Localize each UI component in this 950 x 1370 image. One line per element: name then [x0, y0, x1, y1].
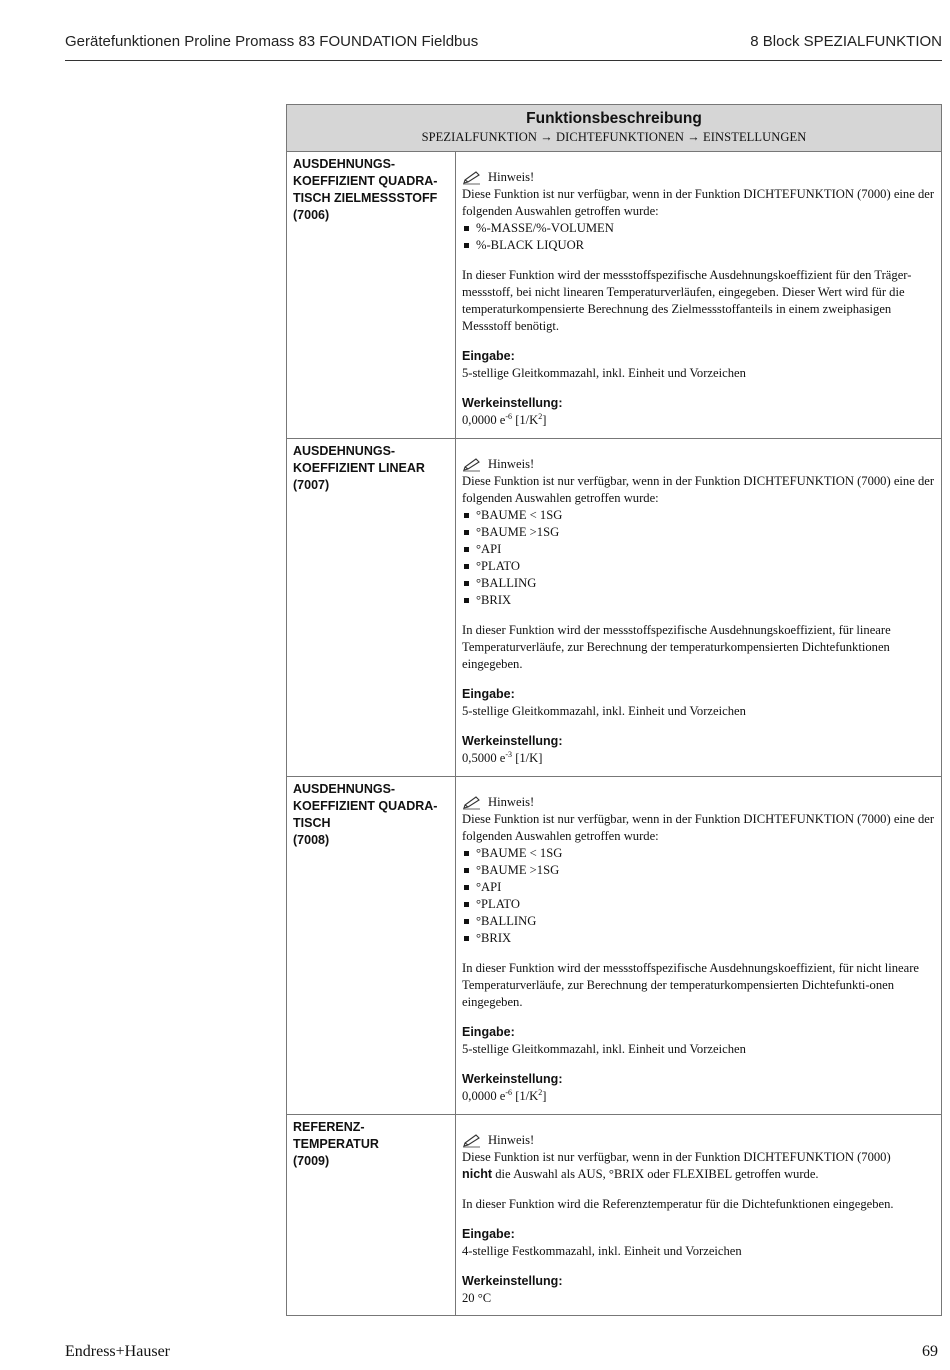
hint-label: Hinweis! [488, 795, 535, 809]
description-text: In dieser Funktion wird der messstoffspezifische Ausdehnungskoeffizient für den Träger-messstoff, bei nicht linearen Temperaturverläufen, eingegeben. Dieser Wert wird für die temperaturkompensierte Berechnung des Zielmessstoffanteils in einem zweiphasigen Messstoff benötigt. [462, 268, 912, 333]
list-item: °BAUME < 1SG [462, 845, 935, 862]
table-breadcrumb: SPEZIALFUNKTION → DICHTEFUNKTIONEN → EINSTELLUNGEN [421, 130, 807, 144]
default-label: Werkeinstellung: [462, 734, 563, 748]
list-item: %-MASSE/%-VOLUMEN [462, 220, 935, 237]
function-name-line: AUSDEHNUNGS- [293, 782, 396, 796]
function-name-line: REFERENZ- [293, 1120, 365, 1134]
table-row [287, 439, 942, 777]
list-item: °API [462, 879, 935, 896]
table-title: Funktionsbeschreibung [526, 110, 702, 127]
function-name-line: KOEFFIZIENT LINEAR [293, 461, 425, 475]
hint-text: Diese Funktion ist nur verfügbar, wenn in der Funktion DICHTEFUNKTION (7000) eine der folgenden Auswahlen getroffen wurde: [462, 474, 935, 505]
pencil-note-icon [462, 796, 482, 810]
input-label: Eingabe: [462, 1227, 515, 1241]
default-label: Werkeinstellung: [462, 396, 563, 410]
default-value: 20 °C [462, 1291, 492, 1305]
table-row [287, 152, 942, 439]
list-item: °BRIX [462, 592, 935, 609]
list-item: °PLATO [462, 558, 935, 575]
function-name-line: AUSDEHNUNGS- [293, 157, 396, 171]
function-code: (7009) [293, 1154, 330, 1168]
input-value: 5-stellige Gleitkommazahl, inkl. Einheit und Vorzeichen [462, 704, 746, 718]
input-value: 4-stellige Festkommazahl, inkl. Einheit und Vorzeichen [462, 1244, 742, 1258]
function-name [287, 152, 456, 439]
function-description [456, 1115, 942, 1316]
function-name-line: TISCH ZIELMESSSTOFF [293, 191, 438, 205]
list-item: %-BLACK LIQUOR [462, 237, 935, 254]
list-item: °API [462, 541, 935, 558]
table-header [287, 105, 942, 152]
header-rule [65, 60, 942, 61]
page-number: 69 [922, 1343, 938, 1360]
input-label: Eingabe: [462, 349, 515, 363]
list-item: °BAUME >1SG [462, 862, 935, 879]
function-code: (7007) [293, 478, 330, 492]
hint-text: Diese Funktion ist nur verfügbar, wenn in der Funktion DICHTEFUNKTION (7000) eine der folgenden Auswahlen getroffen wurde: [462, 812, 935, 843]
function-name-line: KOEFFIZIENT QUADRA- [293, 174, 438, 188]
running-header-section: 8 Block SPEZIALFUNKTION [750, 33, 942, 50]
pencil-note-icon [462, 458, 482, 472]
description-text: In dieser Funktion wird die Referenztemperatur für die Dichtefunktionen eingegeben. [462, 1197, 894, 1211]
list-item: °BALLING [462, 575, 935, 592]
table-row [287, 777, 942, 1115]
function-description [456, 152, 942, 439]
running-header-title: Gerätefunktionen Proline Promass 83 FOUNDATION Fieldbus [65, 33, 479, 50]
function-name [287, 1115, 456, 1316]
list-item: °BRIX [462, 930, 935, 947]
default-value: 0,0000 $e^{-6}$ $[1/K^2]$ [462, 411, 547, 427]
hint-text: Diese Funktion ist nur verfügbar, wenn in der Funktion DICHTEFUNKTION (7000) nicht die Auswahl als AUS, °BRIX oder FLEXIBEL getroffen wurde. [462, 1150, 891, 1181]
function-name-line: TISCH [293, 816, 331, 830]
options-list [462, 845, 935, 947]
table-row [287, 1115, 942, 1316]
function-name [287, 439, 456, 777]
default-value: 0,5000 $e^{-3}$ [1/K] [462, 749, 543, 765]
input-label: Eingabe: [462, 687, 515, 701]
function-description [456, 439, 942, 777]
description-text: In dieser Funktion wird der messstoffspezifische Ausdehnungskoeffizient, für nicht lineare Temperaturverläufe, zur Berechnung der temperaturkompensierten Dichtefunkti-onen eingegeben. [462, 961, 919, 1009]
input-value: 5-stellige Gleitkommazahl, inkl. Einheit und Vorzeichen [462, 1042, 746, 1056]
function-name [287, 777, 456, 1115]
options-list [462, 220, 935, 254]
function-name-line: TEMPERATUR [293, 1137, 379, 1151]
input-label: Eingabe: [462, 1025, 515, 1039]
footer-brand: Endress+Hauser [65, 1343, 170, 1360]
list-item: °BALLING [462, 913, 935, 930]
hint-label: Hinweis! [488, 457, 535, 471]
function-code: (7008) [293, 833, 330, 847]
default-value: 0,0000 $e^{-6}$ $[1/K^2]$ [462, 1087, 547, 1103]
function-description-table [286, 104, 942, 1316]
function-name-line: AUSDEHNUNGS- [293, 444, 396, 458]
options-list [462, 507, 935, 609]
input-value: 5-stellige Gleitkommazahl, inkl. Einheit und Vorzeichen [462, 366, 746, 380]
function-code: (7006) [293, 208, 330, 222]
function-description [456, 777, 942, 1115]
emphasis-not: nicht [462, 1167, 493, 1181]
default-label: Werkeinstellung: [462, 1072, 563, 1086]
list-item: °BAUME >1SG [462, 524, 935, 541]
pencil-note-icon [462, 171, 482, 185]
hint-label: Hinweis! [488, 170, 535, 184]
function-name-line: KOEFFIZIENT QUADRA- [293, 799, 438, 813]
pencil-note-icon [462, 1134, 482, 1148]
description-text: In dieser Funktion wird der messstoffspezifische Ausdehnungskoeffizient, für lineare Temperaturverläufe, zur Berechnung der temperaturkompensierten Dichtefunktionen eingegeben. [462, 623, 891, 671]
hint-label: Hinweis! [488, 1133, 535, 1147]
list-item: °PLATO [462, 896, 935, 913]
list-item: °BAUME < 1SG [462, 507, 935, 524]
default-label: Werkeinstellung: [462, 1274, 563, 1288]
hint-text: Diese Funktion ist nur verfügbar, wenn in der Funktion DICHTEFUNKTION (7000) eine der folgenden Auswahlen getroffen wurde: [462, 187, 935, 218]
